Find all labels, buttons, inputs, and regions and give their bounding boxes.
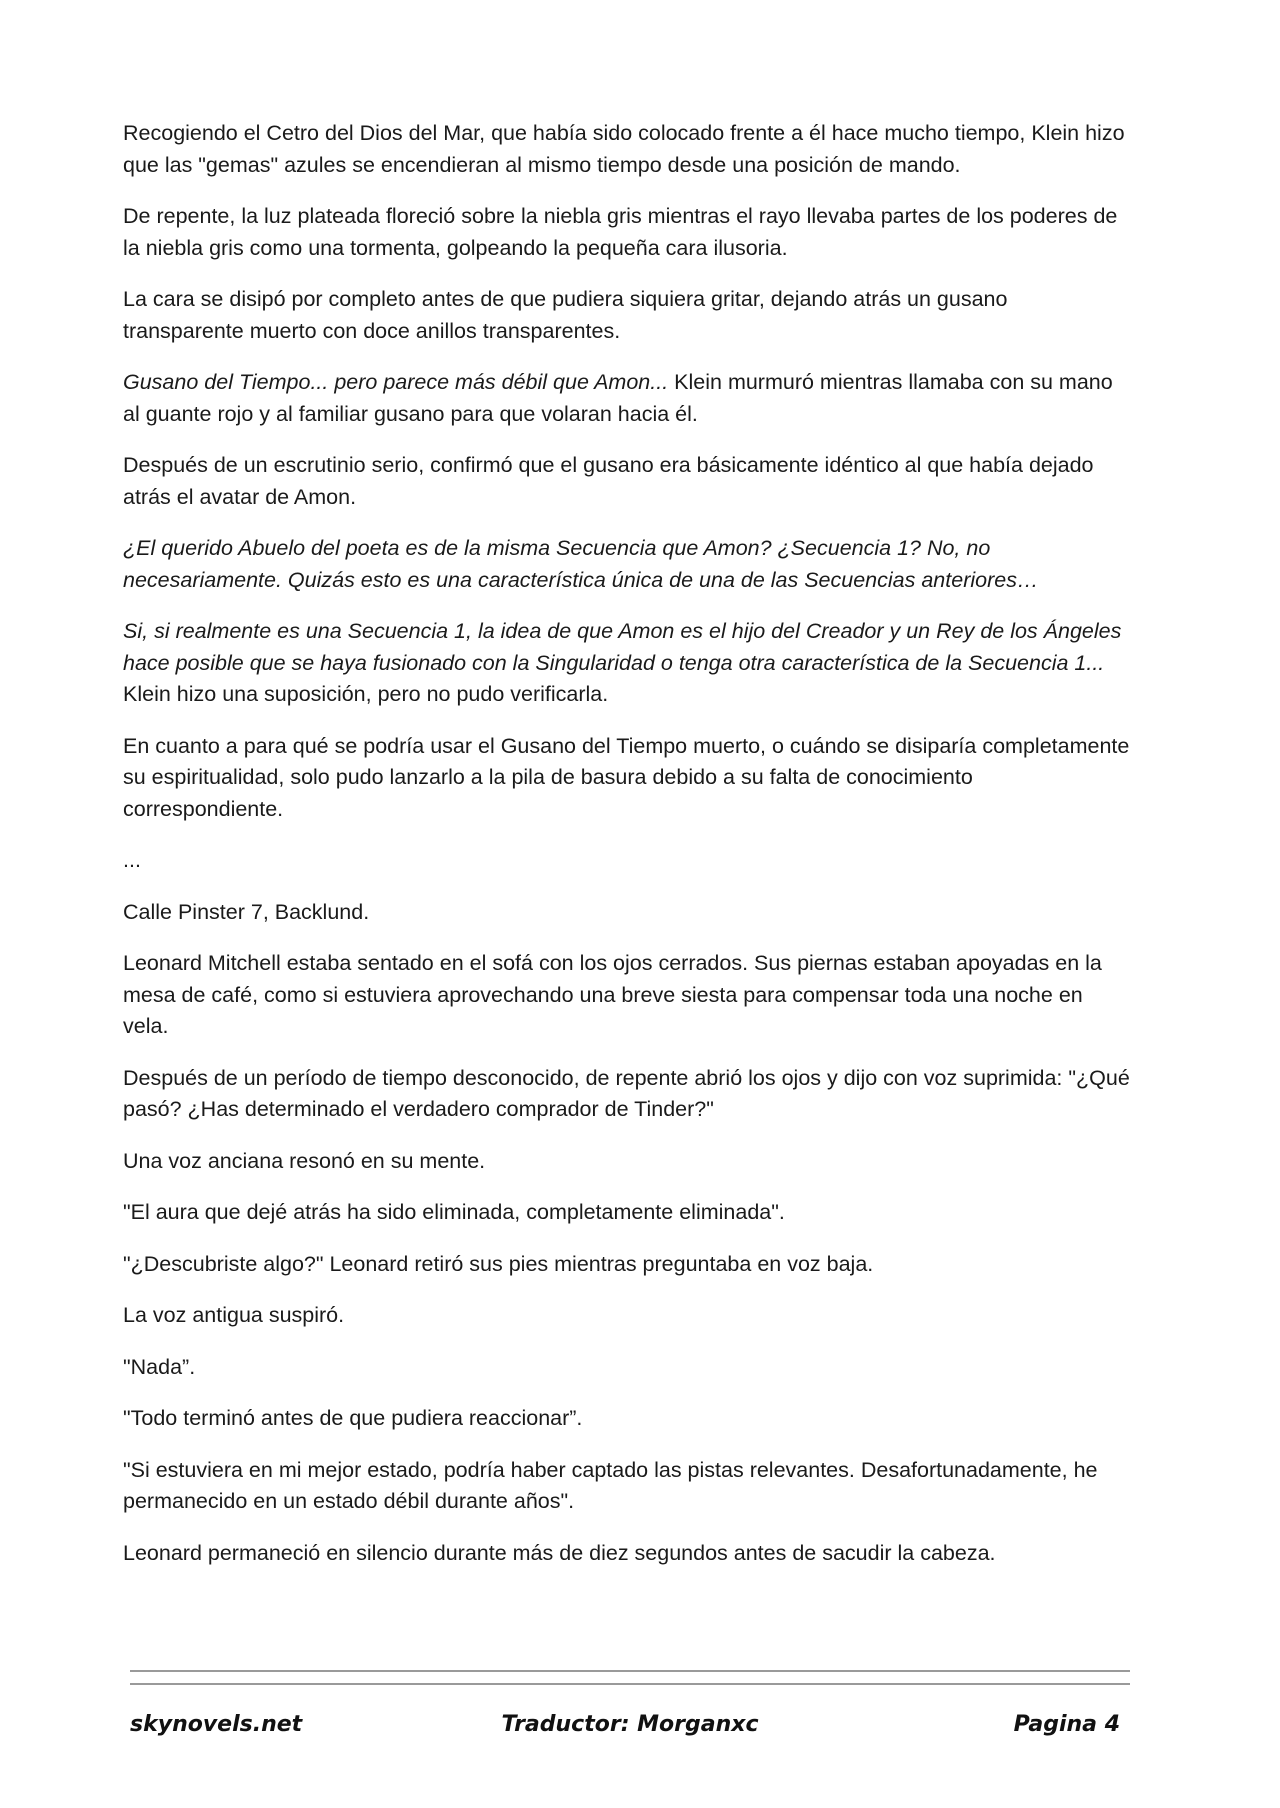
paragraph: Una voz anciana resonó en su mente. <box>123 1148 486 1173</box>
paragraph: Después de un período de tiempo desconocido, de repente abrió los ojos y dijo con voz suprimida: "¿Qué pasó? ¿Has determinado el verdadero comprador de Tinder?" <box>123 1065 1130 1121</box>
paragraph: Si, si realmente es una Secuencia 1, la idea de que Amon es el hijo del Creador y un Rey de los Ángeles hace posible que se haya fusionado con la Singularidad o tenga otra característica de la Secuencia 1... Klein hizo una suposición, pero no pudo verificarla. <box>123 619 1122 706</box>
paragraph: "El aura que dejé atrás ha sido eliminada, completamente eliminada". <box>123 1200 785 1224</box>
paragraph: "Nada”. <box>123 1354 196 1379</box>
footer-translator: Traductor: Morganxc <box>501 1712 759 1737</box>
footer-site: skynovels.net <box>130 1712 303 1737</box>
paragraph: La voz antigua suspiró. <box>123 1303 345 1327</box>
footer-divider <box>130 1670 1130 1672</box>
paragraph: Recogiendo el Cetro del Dios del Mar, que había sido colocado frente a él hace mucho tiempo, Klein hizo que las "gemas" azules se encendieran al mismo tiempo desde una posición de mando. <box>123 121 1125 177</box>
paragraph: Después de un escrutinio serio, confirmó que el gusano era básicamente idéntico al que había dejado atrás el avatar de Amon. <box>123 453 1094 509</box>
paragraph: En cuanto a para qué se podría usar el Gusano del Tiempo muerto, o cuándo se disiparía completamente su espiritualidad, solo pudo lanzarlo a la pila de basura debido a su falta de conocimiento correspondiente. <box>123 733 1130 821</box>
scene-break: ... <box>123 848 141 872</box>
paragraph: Calle Pinster 7, Backlund. <box>123 899 370 924</box>
paragraph: ¿El querido Abuelo del poeta es de la misma Secuencia que Amon? ¿Secuencia 1? No, no necesariamente. Quizás esto es una característica única de una de las Secuencias anteriores… <box>123 536 1039 592</box>
paragraph: "Todo terminó antes de que pudiera reaccionar”. <box>123 1406 583 1430</box>
paragraph: "Si estuviera en mi mejor estado, podría haber captado las pistas relevantes. Desafortunadamente, he permanecido en un estado débil durante años". <box>123 1457 1098 1513</box>
footer-divider <box>130 1683 1130 1685</box>
paragraph: Gusano del Tiempo... pero parece más débil que Amon... Klein murmuró mientras llamaba con su mano al guante rojo y al familiar gusano para que volaran hacia él. <box>123 370 1113 426</box>
document-body <box>123 118 1133 1589</box>
paragraph: La cara se disipó por completo antes de que pudiera siquiera gritar, dejando atrás un gusano transparente muerto con doce anillos transparentes. <box>123 287 1008 343</box>
paragraph: Leonard permaneció en silencio durante más de diez segundos antes de sacudir la cabeza. <box>123 1540 996 1565</box>
paragraph: De repente, la luz plateada floreció sobre la niebla gris mientras el rayo llevaba partes de los poderes de la niebla gris como una tormenta, golpeando la pequeña cara ilusoria. <box>123 204 1118 260</box>
paragraph: Leonard Mitchell estaba sentado en el sofá con los ojos cerrados. Sus piernas estaban apoyadas en la mesa de café, como si estuviera aprovechando una breve siesta para compensar toda una noche en vela. <box>123 951 1102 1038</box>
paragraph: "¿Descubriste algo?" Leonard retiró sus pies mientras preguntaba en voz baja. <box>123 1251 874 1276</box>
page-footer <box>130 1712 1130 1752</box>
footer-page-number: Pagina 4 <box>1013 1712 1120 1737</box>
